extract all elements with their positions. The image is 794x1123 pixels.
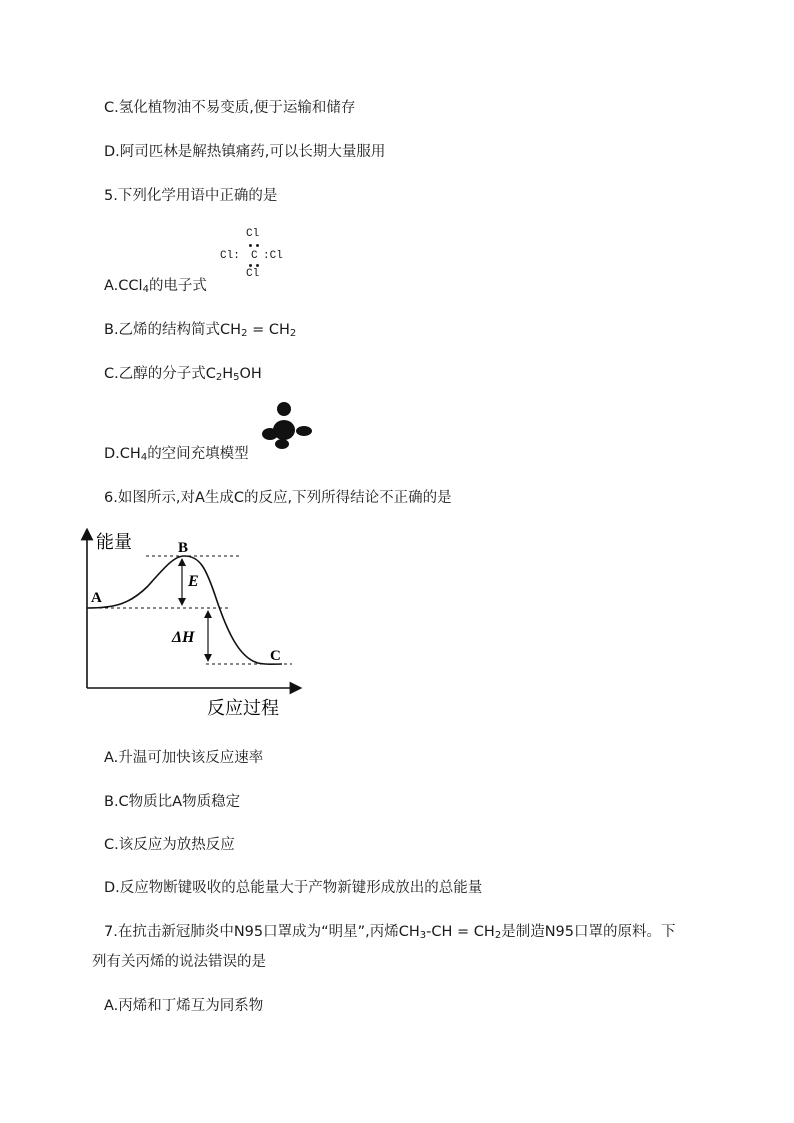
q5-stem: 5.下列化学用语中正确的是	[104, 188, 278, 204]
q6-option-c: C.该反应为放热反应	[104, 837, 235, 853]
q7-stem-line1: 7.在抗击新冠肺炎中N95口罩成为“明星”,丙烯$CH_3-CH = CH_2$是制造N95口罩的原料。下	[104, 924, 676, 941]
q5-option-a: A.CCl$_4$的电子式	[104, 278, 207, 295]
point-b-label: B	[178, 540, 189, 556]
x-axis-label: 反应过程	[207, 698, 279, 718]
q4-option-c: C.氢化植物油不易变质,便于运输和储存	[104, 100, 356, 116]
q4-option-d: D.阿司匹林是解热镇痛药,可以长期大量服用	[104, 144, 386, 160]
point-c-label: C	[270, 648, 281, 664]
energy-curve	[87, 556, 282, 664]
q6-stem: 6.如图所示,对A生成C的反应,下列所得结论不正确的是	[104, 490, 452, 506]
y-axis-label: 能量	[96, 532, 132, 552]
q7-option-a: A.丙烯和丁烯互为同系物	[104, 998, 264, 1014]
q7-stem-line2: 列有关丙烯的说法错误的是	[92, 954, 266, 970]
dot-cl-left: Cl:	[220, 250, 240, 262]
dot-cl-right: :Cl	[263, 250, 283, 262]
dot-c-center: C	[251, 250, 258, 262]
delta-h-label: ΔH	[172, 629, 195, 646]
e-label: E	[188, 573, 199, 590]
q6-option-b: B.C物质比A物质稳定	[104, 794, 241, 810]
ccl4-electron-dot-structure	[218, 228, 298, 284]
q5-option-b: B.乙烯的结构简式$CH_2 = CH_2$	[104, 322, 297, 339]
q5-option-d: $D.CH_4$的空间充填模型	[104, 446, 249, 463]
dot-cl-bottom: Cl	[246, 268, 260, 280]
ch4-space-filling-model	[260, 398, 320, 454]
q5-option-c: C.乙醇的分子式$C_2H_5OH$	[104, 366, 262, 383]
dot-cl-top: Cl	[246, 228, 260, 240]
q6-option-d: D.反应物断键吸收的总能量大于产物新键形成放出的总能量	[104, 880, 483, 896]
energy-diagram	[70, 528, 310, 724]
point-a-label: A	[91, 590, 102, 606]
q6-option-a: A.升温可加快该反应速率	[104, 750, 264, 766]
